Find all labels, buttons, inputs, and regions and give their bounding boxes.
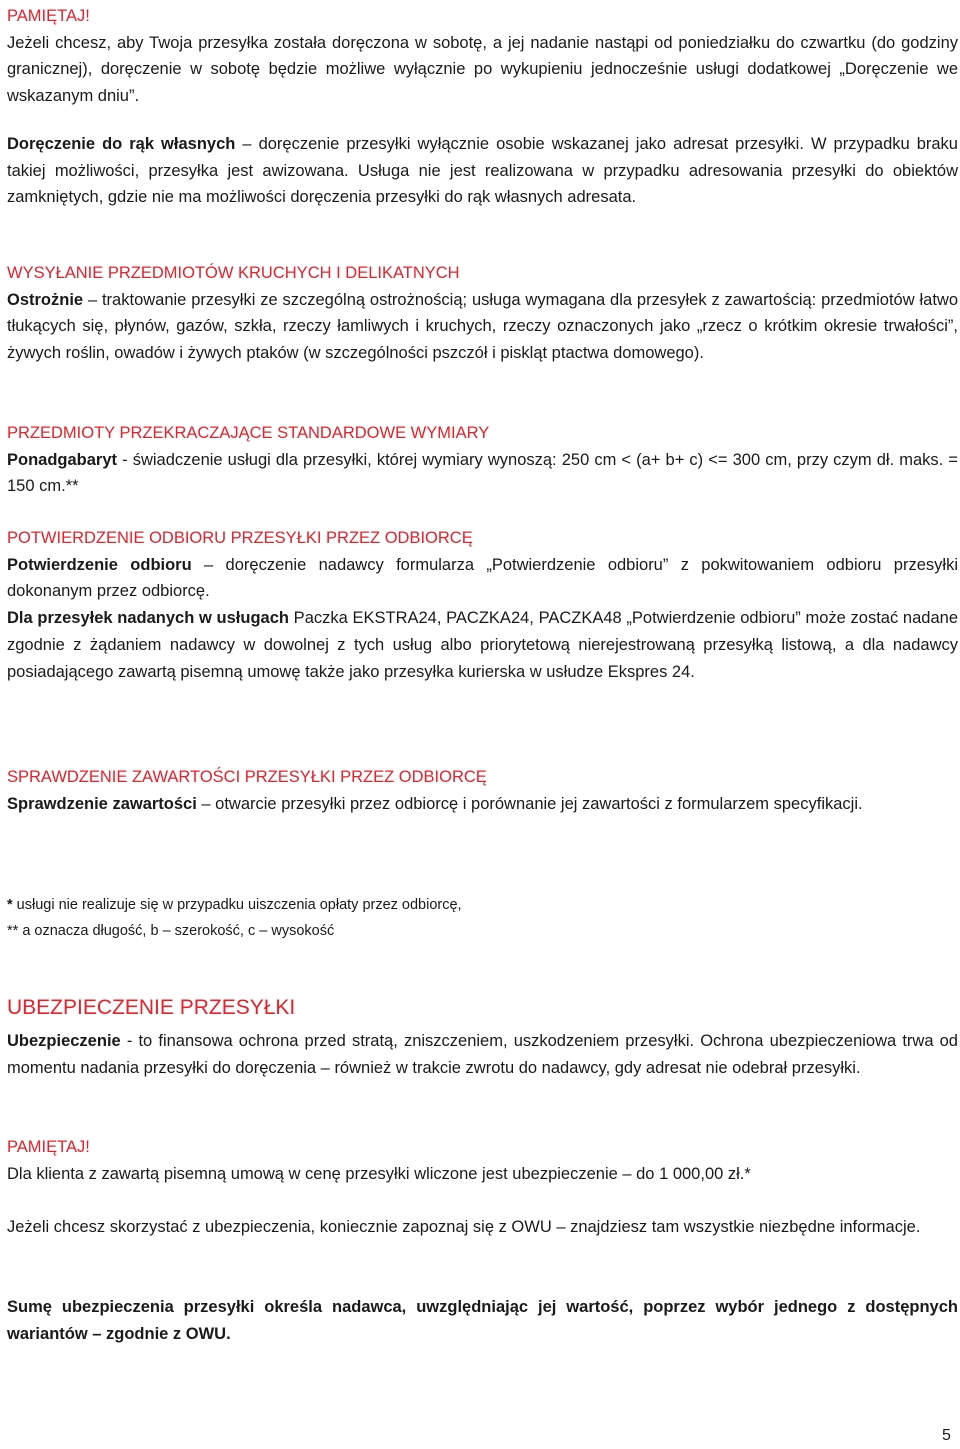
- section-owu: [7, 1214, 958, 1241]
- text-run: Jeżeli chcesz, aby Twoja przesyłka została doręczona w sobotę, a jej nadanie nastąpi od poniedziałku do czwartku (do godziny granicznej), doręczenie w sobotę będzie możliwe wyłącznie po wykupieniu jednocześnie usługi dodatkowej „Doręczenie we wskazanym dniu”.: [7, 33, 958, 106]
- bold-term: Sumę ubezpieczenia przesyłki określa nadawca, uwzględniając jej wartość, poprzez wybór jednego z dostępnych wariantów – zgodnie z OWU.: [7, 1298, 958, 1343]
- section-heading: [7, 525, 958, 552]
- section-oversize: [7, 420, 958, 500]
- text-run: - to finansowa ochrona przed stratą, zniszczeniem, uszkodzeniem przesyłki. Ochrona ubezpieczeniowa trwa od momentu nadania przesyłki do doręczenia – również w trakcie zwrotu do nadawcy, gdy adresat nie odebrał przesyłki.: [7, 1032, 958, 1077]
- paragraph: [7, 30, 958, 110]
- text-run: PRZEDMIOTY PRZEKRACZAJĄCE STANDARDOWE WYMIARY: [7, 424, 490, 442]
- section-receipt-confirmation: [7, 525, 958, 685]
- section-fragile: [7, 260, 958, 367]
- text-run: UBEZPIECZENIE PRZESYŁKI: [7, 996, 296, 1019]
- bold-term: Ubezpieczenie: [7, 1032, 121, 1050]
- bold-term: Ostrożnie: [7, 290, 84, 309]
- section-heading: [7, 764, 958, 791]
- text-run: – traktowanie przesyłki ze szczególną ostrożnością; usługa wymagana dla przesyłek z zawartością: przedmiotów łatwo tłukących się, płynów, gazów, szkła, rzeczy łamliwych i kruchych, rzeczy oznaczonych jako „rzecz o krótkim okresie trwałości”, żywych roślin, owadów i żywych ptaków (w szczególności pszczół i piskląt ptactwa domowego).: [7, 290, 958, 363]
- paragraph: [7, 1214, 958, 1241]
- notice-label: [7, 3, 958, 30]
- paragraph: [7, 552, 958, 605]
- paragraph: [7, 892, 958, 918]
- section-heading: [7, 260, 958, 287]
- text-run: – otwarcie przesyłki przez odbiorcę i porównanie jej zawartości z formularzem specyfikacji.: [196, 794, 863, 813]
- paragraph: [7, 791, 958, 818]
- bold-term: Dla przesyłek nadanych w usługach: [7, 609, 289, 628]
- text-run: PAMIĘTAJ!: [7, 7, 90, 25]
- text-run: SPRAWDZENIE ZAWARTOŚCI PRZESYŁKI PRZEZ ODBIORCĘ: [7, 768, 487, 786]
- text-run: usługi nie realizuje się w przypadku uiszczenia opłaty przez odbiorcę,: [12, 897, 462, 913]
- paragraph: [7, 131, 958, 211]
- section-footnotes: [7, 892, 958, 944]
- text-run: – doręczenie przesyłki wyłącznie osobie wskazanej jako adresat przesyłki. W przypadku braku takiej możliwości, przesyłka jest awizowana. Usługa nie jest realizowana w przypadku adresowania przesyłki do obiektów zamkniętych, gdzie nie ma możliwości doręczenia przesyłki do rąk własnych adresata.: [7, 135, 958, 207]
- bold-term: Potwierdzenie odbioru: [7, 555, 192, 574]
- text-run: WYSYŁANIE PRZEDMIOTÓW KRUCHYCH I DELIKATNYCH: [7, 264, 460, 282]
- section-heading: [7, 994, 958, 1022]
- section-sum-insured: [7, 1294, 958, 1347]
- section-heading: [7, 420, 958, 447]
- text-run: – doręczenie nadawcy formularza „Potwierdzenie odbioru” z pokwitowaniem odbioru przesyłki dokonanym przez odbiorcę.: [7, 555, 958, 601]
- bold-term: Ponadgabaryt: [7, 450, 118, 469]
- page-number: 5: [942, 1427, 951, 1444]
- text-run: Dla klienta z zawartą pisemną umową w cenę przesyłki wliczone jest ubezpieczenie – do 1 000,00 zł.*: [7, 1164, 751, 1183]
- paragraph: [7, 1028, 958, 1081]
- paragraph: [7, 447, 958, 500]
- section-content-check: [7, 764, 958, 817]
- bold-term: Doręczenie do rąk własnych: [7, 135, 236, 153]
- text-run: Paczka EKSTRA24, PACZKA24, PACZKA48 „Potwierdzenie odbioru” może zostać nadane zgodnie z żądaniem nadawcy w dowolnej z tych usług albo priorytetową nierejestrowaną przesyłką listową, a dla nadawcy posiadającego zawartą pisemną umowę także jako przesyłka kurierska w usłudze Ekspres 24.: [7, 609, 958, 681]
- section-insurance-heading: [7, 994, 958, 1022]
- paragraph: [7, 1161, 958, 1188]
- notice-label: [7, 1134, 958, 1161]
- paragraph: [7, 918, 958, 944]
- section-remember-2: [7, 1134, 958, 1187]
- paragraph: [7, 605, 958, 685]
- section-insurance: [7, 1028, 958, 1081]
- text-run: POTWIERDZENIE ODBIORU PRZESYŁKI PRZEZ ODBIORCĘ: [7, 529, 473, 547]
- text-run: PAMIĘTAJ!: [7, 1138, 90, 1156]
- text-run: Jeżeli chcesz skorzystać z ubezpieczenia, koniecznie zapoznaj się z OWU – znajdziesz tam wszystkie niezbędne informacje.: [7, 1218, 921, 1236]
- section-remember-1: [7, 3, 958, 110]
- bold-term: *: [7, 897, 13, 913]
- bold-term: Sprawdzenie zawartości: [7, 794, 197, 813]
- section-own-hands: [7, 131, 958, 211]
- paragraph: [7, 1294, 958, 1347]
- text-run: - świadczenie usługi dla przesyłki, której wymiary wynoszą: 250 cm < (a+ b+ c) <= 300 cm, przy czym dł. maks. = 150 cm.**: [7, 450, 958, 496]
- paragraph: [7, 287, 958, 367]
- text-run: ** a oznacza długość, b – szerokość, c – wysokość: [7, 923, 335, 939]
